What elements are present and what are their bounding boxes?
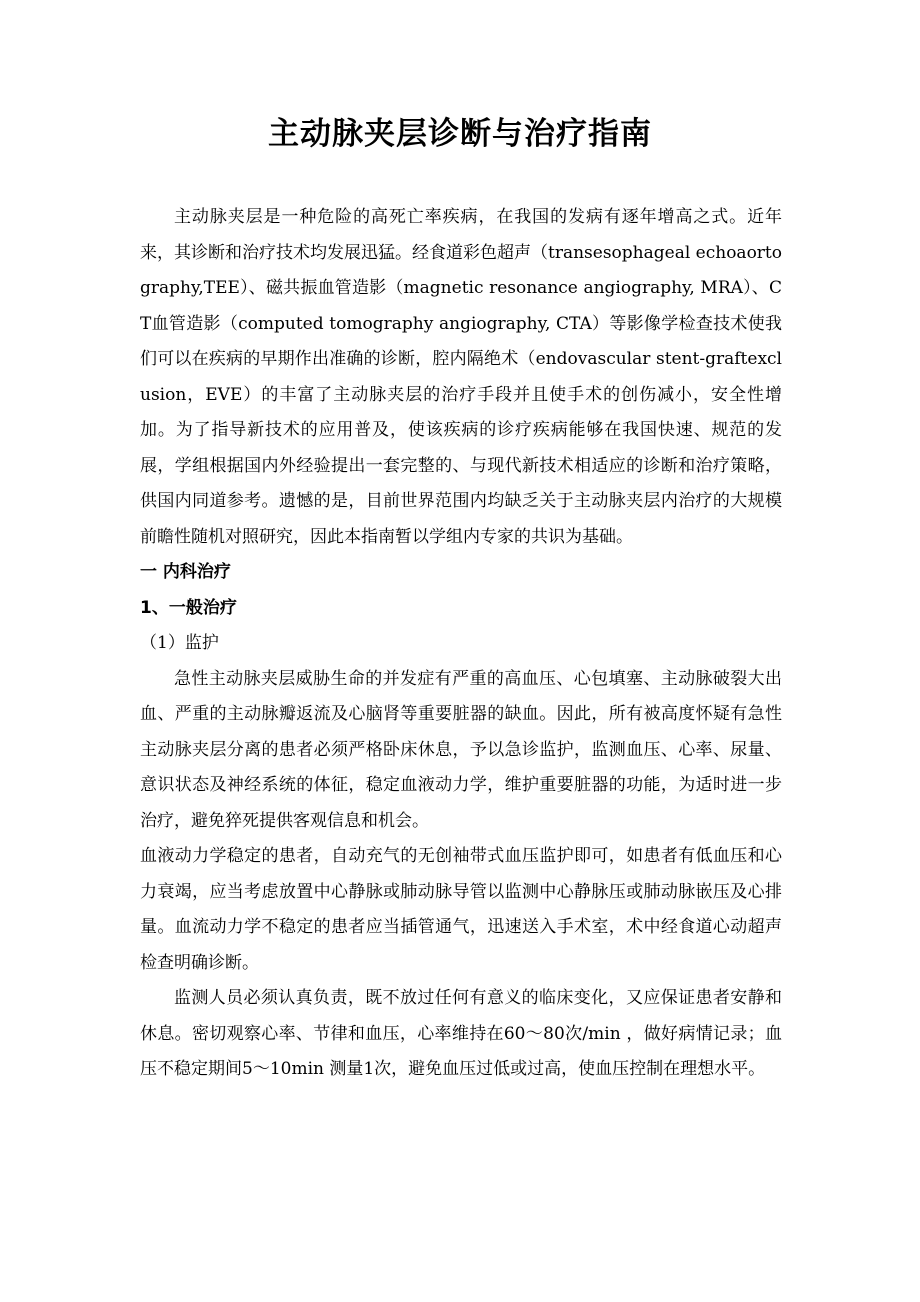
paragraph-complications: 急性主动脉夹层威胁生命的并发症有严重的高血压、心包填塞、主动脉破裂大出血、严重的主动脉瓣返流及心脑肾等重要脏器的缺血。因此，所有被高度怀疑有急性主动脉夹层分离的患者必须严格卧床休息，予以急诊监护，监测血压、心率、尿量、意识状态及神经系统的体征，稳定血液动力学，维护重要脏器的功能，为适时进一步治疗，避免猝死提供客观信息和机会。 (140, 668, 782, 831)
item-label-monitoring: （1）监护 (140, 633, 219, 653)
subsection-heading-general-treatment: 1、一般治疗 (140, 597, 237, 618)
paragraph-hemodynamics: 血液动力学稳定的患者，自动充气的无创袖带式血压监护即可，如患者有低血压和心力衰竭，应当考虑放置中心静脉或肺动脉导管以监测中心静脉压或肺动脉嵌压及心排量。血流动力学不稳定的患者应当插管通气，迅速送入手术室，术中经食道心动超声检查明确诊断。 (140, 846, 782, 973)
intro-paragraph: 主动脉夹层是一种危险的高死亡率疾病，在我国的发病有逐年增高之式。近年来，其诊断和治疗技术均发展迅猛。经食道彩色超声（transesophageal echoaortography,TEE）、磁共振血管造影（magnetic resonance angiography, MRA）、CT血管造影（computed tomography angiography, CTA）等影像学检查技术使我们可以在疾病的早期作出准确的诊断，腔内隔绝术（endovascular stent-graftexclusion，EVE）的丰富了主动脉夹层的治疗手段并且使手术的创伤减小，安全性增加。为了指导新技术的应用普及，使该疾病的诊疗疾病能够在我国快速、规范的发展，学组根据国内外经验提出一套完整的、与现代新技术相适应的诊断和治疗策略，供国内同道参考。遗憾的是，目前世界范围内均缺乏关于主动脉夹层内治疗的大规模前瞻性随机对照研究，因此本指南暂以学组内专家的共识为基础。 (140, 207, 782, 547)
paragraph-monitoring-staff: 监测人员必须认真负责，既不放过任何有意义的临床变化，又应保证患者安静和休息。密切观察心率、节律和血压，心率维持在60～80次/min ，做好病情记录；血压不稳定期间5～10min 测量1次，避免血压过低或过高，使血压控制在理想水平。 (140, 988, 782, 1079)
section-heading-medical-treatment: 一 内科治疗 (140, 562, 231, 582)
document-title: 主动脉夹层诊断与治疗指南 (268, 116, 652, 152)
document-body (140, 200, 782, 1088)
